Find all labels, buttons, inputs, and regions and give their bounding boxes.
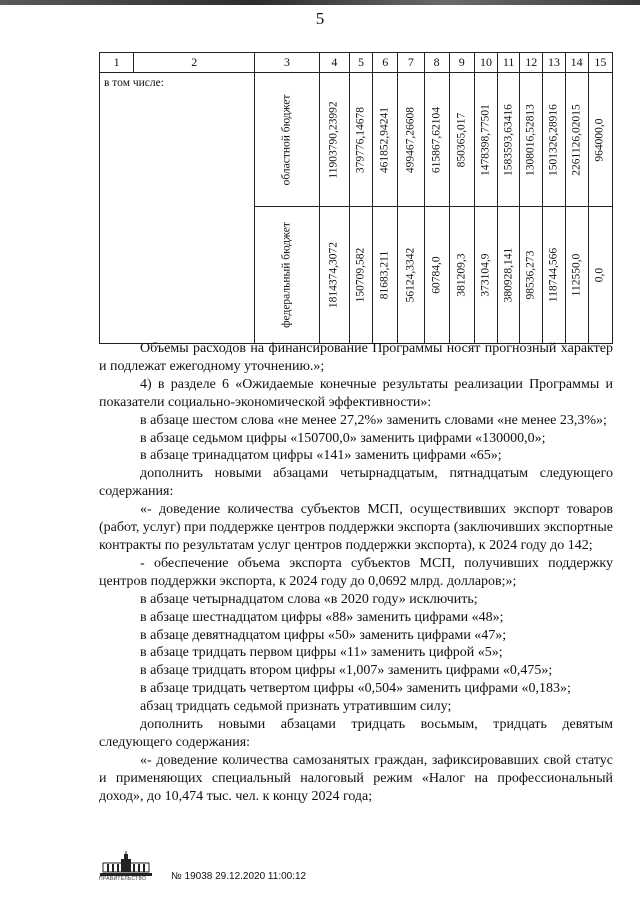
paragraph: «- доведение количества субъектов МСП, осуществивших экспорт товаров (работ, услуг) при поддержке центров поддержки экспорта (заключивших экспортные контракты по результатам услуг центров поддержки экспорта), к 2024 году до 142; <box>99 502 613 553</box>
paragraph: Объемы расходов на финансирование Программы носят прогнозный характер и подлежат ежегодному уточнению.»; <box>99 341 613 374</box>
cell-value: 56124,3342 <box>404 247 417 303</box>
budget-table <box>99 52 613 344</box>
source-cell <box>255 207 320 344</box>
cell-value: 461852,94241 <box>378 106 391 173</box>
paragraph: дополнить новыми абзацами четырнадцатым, пятнадцатым следующего содержания: <box>99 466 613 500</box>
table-cell <box>349 73 372 207</box>
table-cell <box>449 207 474 344</box>
paragraph: в абзаце четырнадцатом слова «в 2020 году» исключить; <box>140 591 478 607</box>
table-cell <box>373 207 398 344</box>
cell-value: 850365,017 <box>455 112 468 167</box>
column-number: 7 <box>398 53 424 73</box>
table-cell <box>424 73 449 207</box>
cell-value: 1814374,3072 <box>327 241 340 309</box>
paragraph: в абзаце тридцать первом цифры «11» заменить цифрой «5»; <box>140 645 503 661</box>
column-number: 12 <box>520 53 543 73</box>
paragraph: в абзаце тридцать четвертом цифры «0,504» заменить цифрами «0,183»; <box>140 681 571 697</box>
document-timestamp: 29.12.2020 11:00:12 <box>215 871 307 882</box>
cell-value: 1501326,28916 <box>547 103 560 176</box>
table-row-regional <box>100 73 613 207</box>
column-number: 14 <box>565 53 588 73</box>
government-building-logo <box>99 851 153 877</box>
cell-value: 379776,14678 <box>354 106 367 173</box>
table-cell <box>424 207 449 344</box>
table-cell <box>588 207 612 344</box>
top-edge-line <box>0 0 640 5</box>
paragraph: - обеспечение объема экспорта субъектов МСП, получивших поддержку центров поддержки экспорта, к 2024 году до 0,0692 млрд. долларов;»; <box>99 555 613 589</box>
cell-value: 2261126,02015 <box>569 103 582 176</box>
numero-sign-icon: № <box>171 871 182 882</box>
table-cell <box>349 207 372 344</box>
table-cell <box>398 73 424 207</box>
table-cell <box>498 207 520 344</box>
paragraph: в абзаце шестнадцатом цифры «88» заменить цифрами «48»; <box>140 609 504 625</box>
cell-value: 112550,0 <box>569 253 582 297</box>
cell-value: 150709,582 <box>354 247 367 303</box>
table-cell <box>319 207 349 344</box>
cell-value: 1478398,77501 <box>479 103 492 176</box>
table-cell <box>373 73 398 207</box>
table-cell <box>319 73 349 207</box>
table-cell <box>520 207 543 344</box>
paragraph: в абзаце седьмом цифры «150700,0» заменить цифрами «130000,0»; <box>140 430 546 446</box>
document-id: 19038 <box>184 871 213 882</box>
table-cell <box>565 73 588 207</box>
table-cell <box>498 73 520 207</box>
column-number: 15 <box>588 53 612 73</box>
column-number: 8 <box>424 53 449 73</box>
table-cell <box>565 207 588 344</box>
cell-value: 60784,0 <box>429 256 442 294</box>
column-number: 10 <box>474 53 497 73</box>
paragraph: в абзаце тринадцатом цифры «141» заменить цифрами «65»; <box>140 448 502 464</box>
paragraph: в абзаце тридцать втором цифры «1,007» заменить цифрами «0,475»; <box>140 663 553 679</box>
cell-value: 81683,211 <box>378 250 391 300</box>
table-cell <box>474 207 497 344</box>
paragraph: в абзаце шестом слова «не менее 27,2%» заменить словами «не менее 23,3%»; <box>140 412 607 428</box>
column-number: 2 <box>134 53 255 73</box>
paragraph: 4) в разделе 6 «Ожидаемые конечные результаты реализации Программы и показатели социально-экономической эффективности»: <box>99 376 613 410</box>
page-number: 5 <box>315 9 325 28</box>
cell-value: 964000,0 <box>593 117 606 162</box>
table-cell <box>474 73 497 207</box>
column-number: 5 <box>349 53 372 73</box>
cell-value: 1583593,63416 <box>501 103 514 176</box>
column-number: 9 <box>449 53 474 73</box>
source-cell <box>255 73 320 207</box>
cell-value: 11903790,23992 <box>327 100 340 179</box>
table-cell <box>588 73 612 207</box>
cell-value: 118744,566 <box>547 247 560 303</box>
column-number: 13 <box>543 53 565 73</box>
table-cell <box>543 207 565 344</box>
document-id-stamp <box>171 871 306 882</box>
paragraph: дополнить новыми абзацами тридцать восьмым, тридцать девятым следующего содержания: <box>99 717 613 750</box>
table-header-row <box>100 53 613 73</box>
table-cell <box>449 73 474 207</box>
logo-caption: ПРАВИТЕЛЬСТВО <box>99 876 147 882</box>
cell-value: 0,0 <box>593 267 606 283</box>
row-label-including: в том числе: <box>100 73 255 344</box>
column-number: 6 <box>373 53 398 73</box>
cell-value: 499467,26608 <box>404 106 417 173</box>
cell-value: 98536,273 <box>524 250 537 300</box>
column-number: 11 <box>498 53 520 73</box>
table-cell <box>398 207 424 344</box>
column-number: 1 <box>100 53 134 73</box>
cell-value: 615867,62104 <box>429 106 442 173</box>
paragraph: в абзаце девятнадцатом цифры «50» заменить цифрами «47»; <box>140 627 507 643</box>
paragraph: «- доведение количества самозанятых граждан, зафиксировавших свой статус и применяющих специальный налоговый режим «Налог на профессиональный доход», до 10,474 тыс. чел. к концу 2024 года; <box>99 752 613 804</box>
document-body <box>99 340 613 806</box>
table-cell <box>520 73 543 207</box>
table-cell <box>543 73 565 207</box>
cell-value: 373104,9 <box>479 253 492 297</box>
column-number: 4 <box>319 53 349 73</box>
cell-value: 381209,3 <box>455 253 468 297</box>
paragraph: абзац тридцать седьмой признать утратившим силу; <box>140 699 452 715</box>
footer <box>99 851 613 891</box>
column-number: 3 <box>255 53 320 73</box>
source-label-federal: федеральный бюджет <box>280 222 293 328</box>
cell-value: 380928,141 <box>501 247 514 303</box>
cell-value: 1308016,52813 <box>524 103 537 176</box>
source-label-regional: областной бюджет <box>280 94 293 185</box>
